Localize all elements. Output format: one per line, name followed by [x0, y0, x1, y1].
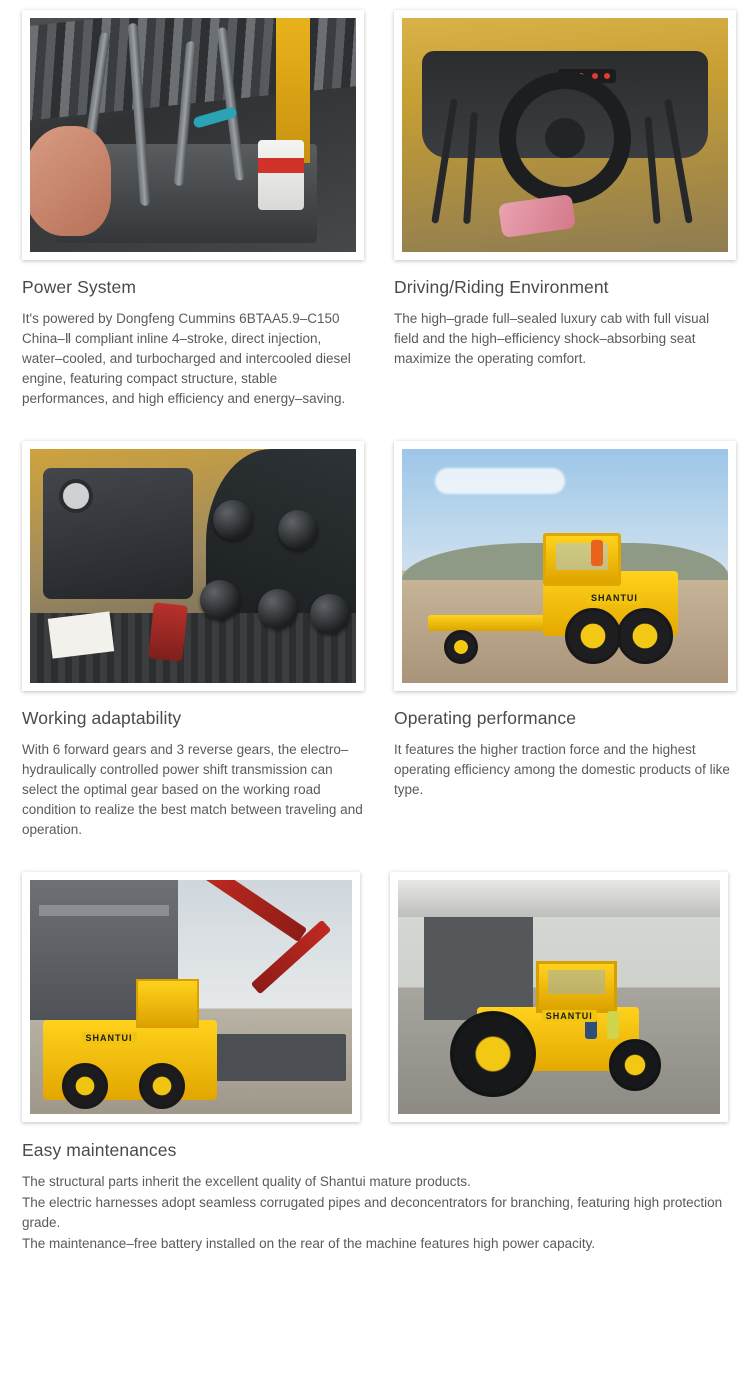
feature-row-1 — [0, 0, 750, 409]
maintenance-text-lines — [22, 1172, 728, 1254]
feature-card-operating-performance — [394, 441, 736, 840]
control-levers-photo — [30, 449, 356, 683]
brand-label: SHANTUI — [542, 1010, 597, 1022]
feature-row-2 — [0, 409, 750, 840]
feature-text: It's powered by Dongfeng Cummins 6BTAA5.9–C150 China–Ⅱ compliant inline 4–stroke, direct injection, water–cooled, and turbocharged and intercooled diesel engine, featuring compact structure, stable performances, and high efficiency and energy–saving. — [22, 311, 351, 406]
feature-title: Easy maintenances — [22, 1140, 177, 1160]
grader-crane-loading-photo — [30, 880, 352, 1114]
feature-text: The high–grade full–sealed luxury cab with full visual field and the high–efficiency shock–absorbing seat maximize the operating comfort. — [394, 311, 710, 366]
feature-card-power-system — [22, 10, 364, 409]
feature-card-driving-environment — [394, 10, 736, 409]
feature-title: Operating performance — [394, 708, 577, 728]
photo-frame — [394, 441, 736, 691]
cab-interior-photo — [402, 18, 728, 252]
feature-text-line: The structural parts inherit the excellent quality of Shantui mature products. — [22, 1174, 471, 1189]
feature-title: Power System — [22, 277, 137, 297]
photo-frame — [390, 872, 728, 1122]
photo-frame — [22, 872, 360, 1122]
feature-title: Driving/Riding Environment — [394, 277, 609, 297]
feature-card-easy-maintenances — [0, 840, 750, 1254]
grader-workshop-photo — [398, 880, 720, 1114]
feature-text-line: The electric harnesses adopt seamless corrugated pipes and deconcentrators for branching, featuring high protection grade. — [22, 1195, 723, 1230]
grader-worksite-photo — [402, 449, 728, 683]
feature-text: It features the higher traction force and the highest operating efficiency among the domestic products of like type. — [394, 742, 730, 797]
photo-frame — [22, 441, 364, 691]
brand-label: SHANTUI — [587, 592, 642, 604]
brand-label: SHANTUI — [82, 1032, 137, 1044]
engine-bay-photo — [30, 18, 356, 252]
maintenance-photo-pair — [22, 872, 728, 1122]
feature-text-line: The maintenance–free battery installed on the rear of the machine features high power capacity. — [22, 1236, 596, 1251]
feature-card-working-adaptability — [22, 441, 364, 840]
feature-text: With 6 forward gears and 3 reverse gears, the electro–hydraulically controlled power shift transmission can select the optimal gear based on the working road condition to realize the best match between traveling and operation. — [22, 742, 363, 837]
feature-title: Working adaptability — [22, 708, 182, 728]
photo-frame — [394, 10, 736, 260]
photo-frame — [22, 10, 364, 260]
